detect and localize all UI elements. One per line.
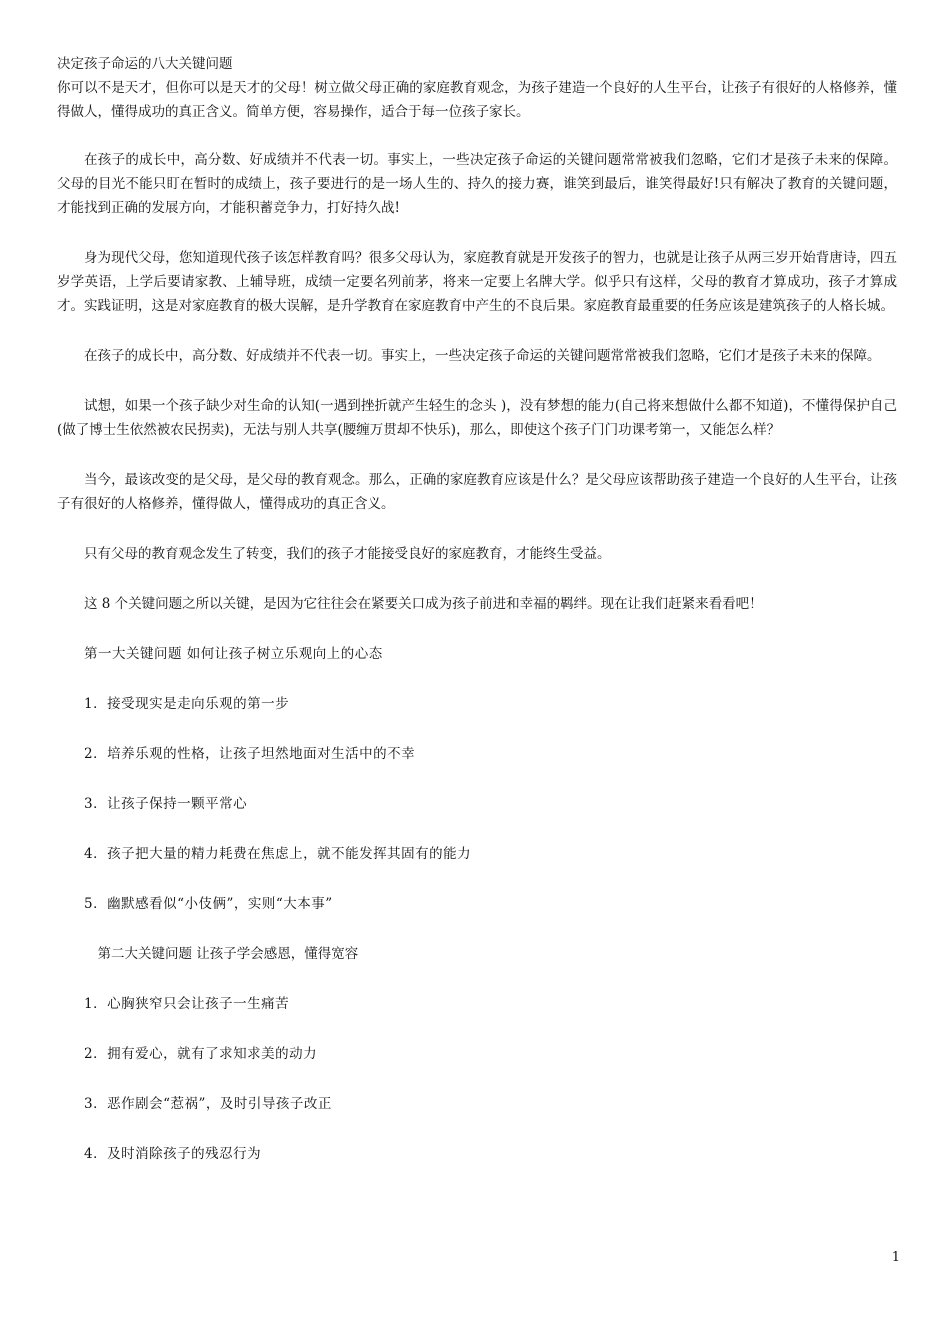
body-paragraph: 试想，如果一个孩子缺少对生命的认知(一遇到挫折就产生轻生的念头 )，没有梦想的能力(自己将来想做什么都不知道)，不懂得保护自己(做了博士生依然被农民拐卖)，无法与别人共享(腰缠万贯却不快乐)，那么，即使这个孩子门门功课考第一，又能怎么样？: [57, 398, 897, 438]
document-title: 决定孩子命运的八大关键问题: [57, 56, 233, 72]
section-1-list-item: 1．接受现实是走向乐观的第一步: [84, 696, 290, 712]
section-2-list-item: 1．心胸狭窄只会让孩子一生痛苦: [84, 996, 290, 1012]
section-2-list-item: 2．拥有爱心，就有了求知求美的动力: [84, 1046, 318, 1062]
section-2-list-item: 3．恶作剧会“惹祸”，及时引导孩子改正: [84, 1096, 332, 1112]
intro-paragraph: 你可以不是天才，但你可以是天才的父母！树立做父母正确的家庭教育观念，为孩子建造一个良好的人生平台，让孩子有很好的人格修养，懂得做人，懂得成功的真正含义。简单方便，容易操作，适合于每一位孩子家长。: [57, 80, 897, 120]
body-paragraph: 在孩子的成长中，高分数、好成绩并不代表一切。事实上，一些决定孩子命运的关键问题常常被我们忽略，它们才是孩子未来的保障。: [84, 348, 881, 364]
body-paragraph: 在孩子的成长中，高分数、好成绩并不代表一切。事实上，一些决定孩子命运的关键问题常常被我们忽略，它们才是孩子未来的保障。 父母的目光不能只盯在暂时的成绩上，孩子要进行的是一场人生的、持久的接力赛，谁笑到最后，谁笑得最好!只有解决了教育的关键问题，才能找到正确的发展方向，才能积蓄竞争力，打好持久战!: [57, 152, 897, 216]
section-1-list-item: 5．幽默感看似“小伎俩”，实则“大本事”: [84, 896, 333, 912]
body-paragraph: 当今，最该改变的是父母，是父母的教育观念。那么，正确的家庭教育应该是什么？是父母应该帮助孩子建造一个良好的人生平台，让孩子有很好的人格修养，懂得做人，懂得成功的真正含义。: [57, 472, 897, 512]
body-paragraph: 身为现代父母，您知道现代孩子该怎样教育吗？很多父母认为，家庭教育就是开发孩子的智力，也就是让孩子从两三岁开始背唐诗，四五岁学英语，上学后要请家教、上辅导班，成绩一定要名列前茅，将来一定要上名牌大学。似乎只有这样，父母的教育才算成功，孩子才算成才。实践证明，这是对家庭教育的极大误解，是升学教育在家庭教育中产生的不良后果。家庭教育最重要的任务应该是建筑孩子的人格长城。: [57, 250, 897, 314]
section-1-list-item: 4．孩子把大量的精力耗费在焦虑上，就不能发挥其固有的能力: [84, 846, 472, 862]
section-1-heading: 第一大关键问题 如何让孩子树立乐观向上的心态: [84, 646, 383, 662]
body-paragraph: 只有父母的教育观念发生了转变，我们的孩子才能接受良好的家庭教育，才能终生受益。: [84, 546, 611, 562]
document-body: [57, 52, 897, 1192]
body-paragraph: 这 8 个关键问题之所以关键，是因为它往往会在紧要关口成为孩子前进和幸福的羁绊。现在让我们赶紧来看看吧！: [84, 596, 763, 612]
section-2-heading: 第二大关键问题 让孩子学会感恩，懂得宽容: [97, 946, 359, 962]
section-1-list-item: 2．培养乐观的性格，让孩子坦然地面对生活中的不幸: [84, 746, 416, 762]
section-2-list-item: 4．及时消除孩子的残忍行为: [84, 1146, 262, 1162]
section-1-list-item: 3．让孩子保持一颗平常心: [84, 796, 248, 812]
page-number: 1: [891, 1250, 900, 1265]
